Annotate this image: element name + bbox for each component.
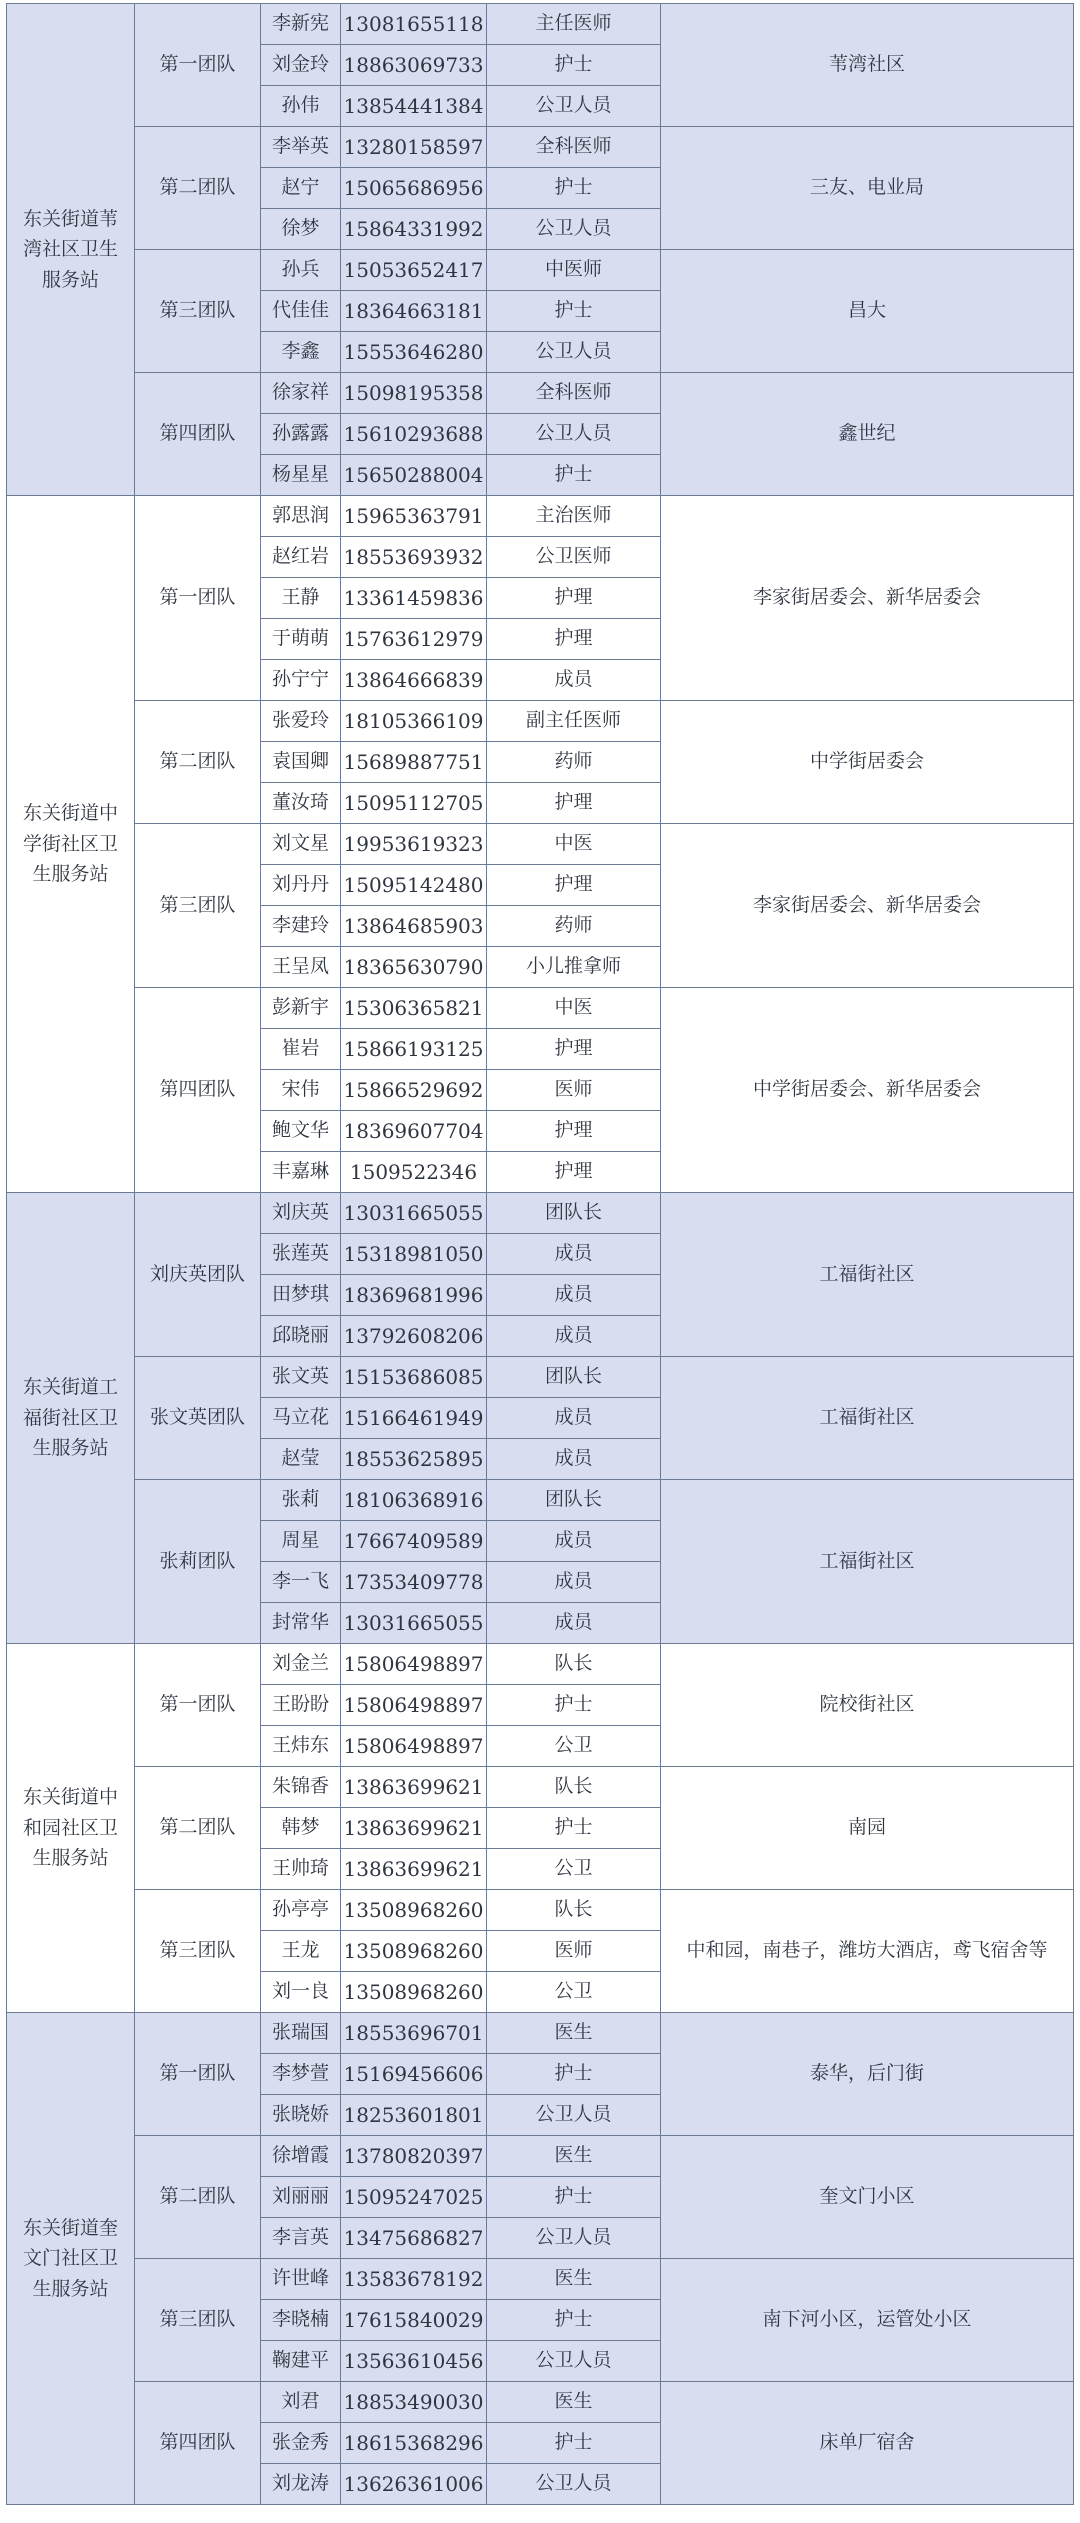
member-phone-cell: 18365630790: [341, 947, 487, 988]
member-role-cell: 成员: [487, 1398, 661, 1439]
service-area-cell: 昌大: [661, 250, 1074, 373]
service-area-cell: 中学街居委会: [661, 701, 1074, 824]
member-role-cell: 成员: [487, 1316, 661, 1357]
member-phone-cell: 18364663181: [341, 291, 487, 332]
member-phone-cell: 18106368916: [341, 1480, 487, 1521]
member-name-cell: 鞠建平: [261, 2341, 341, 2382]
member-role-cell: 护士: [487, 2300, 661, 2341]
member-name-cell: 鲍文华: [261, 1111, 341, 1152]
team-name-cell: 第二团队: [135, 2136, 261, 2259]
member-role-cell: 成员: [487, 1439, 661, 1480]
member-role-cell: 药师: [487, 742, 661, 783]
member-phone-cell: 18863069733: [341, 45, 487, 86]
member-phone-cell: 18253601801: [341, 2095, 487, 2136]
member-name-cell: 刘金兰: [261, 1644, 341, 1685]
member-phone-cell: 18615368296: [341, 2423, 487, 2464]
member-name-cell: 赵宁: [261, 168, 341, 209]
member-role-cell: 护士: [487, 2054, 661, 2095]
member-role-cell: 副主任医师: [487, 701, 661, 742]
member-role-cell: 队长: [487, 1890, 661, 1931]
member-phone-cell: 13031665055: [341, 1603, 487, 1644]
member-phone-cell: 15806498897: [341, 1726, 487, 1767]
service-area-cell: 院校街社区: [661, 1644, 1074, 1767]
station-name-cell: 东关街道工福街社区卫生服务站: [7, 1193, 135, 1644]
member-phone-cell: 18369607704: [341, 1111, 487, 1152]
member-phone-cell: 13508968260: [341, 1890, 487, 1931]
member-name-cell: 刘龙涛: [261, 2464, 341, 2505]
member-name-cell: 李新宪: [261, 4, 341, 45]
member-role-cell: 成员: [487, 1603, 661, 1644]
member-phone-cell: 15864331992: [341, 209, 487, 250]
member-phone-cell: 13475686827: [341, 2218, 487, 2259]
member-phone-cell: 18105366109: [341, 701, 487, 742]
team-name-cell: 第一团队: [135, 4, 261, 127]
member-phone-cell: 15318981050: [341, 1234, 487, 1275]
member-role-cell: 护士: [487, 291, 661, 332]
member-phone-cell: 15806498897: [341, 1685, 487, 1726]
member-phone-cell: 18853490030: [341, 2382, 487, 2423]
team-name-cell: 张莉团队: [135, 1480, 261, 1644]
member-phone-cell: 17353409778: [341, 1562, 487, 1603]
member-phone-cell: 13863699621: [341, 1808, 487, 1849]
member-name-cell: 王静: [261, 578, 341, 619]
member-phone-cell: 13792608206: [341, 1316, 487, 1357]
member-phone-cell: 13508968260: [341, 1972, 487, 2013]
member-role-cell: 主治医师: [487, 496, 661, 537]
service-area-cell: 三友、电业局: [661, 127, 1074, 250]
member-role-cell: 公卫: [487, 1726, 661, 1767]
member-name-cell: 孙亭亭: [261, 1890, 341, 1931]
member-name-cell: 彭新宇: [261, 988, 341, 1029]
service-area-cell: 泰华，后门街: [661, 2013, 1074, 2136]
team-name-cell: 刘庆英团队: [135, 1193, 261, 1357]
team-name-cell: 第一团队: [135, 496, 261, 701]
member-name-cell: 孙露露: [261, 414, 341, 455]
member-name-cell: 田梦琪: [261, 1275, 341, 1316]
member-phone-cell: 17667409589: [341, 1521, 487, 1562]
member-role-cell: 成员: [487, 1521, 661, 1562]
member-phone-cell: 19953619323: [341, 824, 487, 865]
member-name-cell: 王炜东: [261, 1726, 341, 1767]
member-name-cell: 李鑫: [261, 332, 341, 373]
member-name-cell: 于萌萌: [261, 619, 341, 660]
member-phone-cell: 18553696701: [341, 2013, 487, 2054]
service-area-cell: 奎文门小区: [661, 2136, 1074, 2259]
service-area-cell: 苇湾社区: [661, 4, 1074, 127]
member-role-cell: 护士: [487, 2177, 661, 2218]
member-phone-cell: 15166461949: [341, 1398, 487, 1439]
member-name-cell: 徐增霞: [261, 2136, 341, 2177]
member-role-cell: 护理: [487, 1152, 661, 1193]
member-role-cell: 成员: [487, 1275, 661, 1316]
member-name-cell: 韩梦: [261, 1808, 341, 1849]
member-name-cell: 封常华: [261, 1603, 341, 1644]
member-role-cell: 护士: [487, 455, 661, 496]
member-name-cell: 张晓娇: [261, 2095, 341, 2136]
member-phone-cell: 13854441384: [341, 86, 487, 127]
member-role-cell: 公卫人员: [487, 2464, 661, 2505]
team-name-cell: 第二团队: [135, 127, 261, 250]
member-role-cell: 公卫人员: [487, 86, 661, 127]
member-phone-cell: 15306365821: [341, 988, 487, 1029]
member-phone-cell: 15689887751: [341, 742, 487, 783]
member-role-cell: 医生: [487, 2013, 661, 2054]
member-name-cell: 刘文星: [261, 824, 341, 865]
member-name-cell: 孙宁宁: [261, 660, 341, 701]
member-phone-cell: 18553693932: [341, 537, 487, 578]
member-phone-cell: 15065686956: [341, 168, 487, 209]
team-name-cell: 第二团队: [135, 1767, 261, 1890]
member-name-cell: 赵莹: [261, 1439, 341, 1480]
member-name-cell: 刘丽丽: [261, 2177, 341, 2218]
member-phone-cell: 15169456606: [341, 2054, 487, 2095]
member-name-cell: 刘一良: [261, 1972, 341, 2013]
member-phone-cell: 13583678192: [341, 2259, 487, 2300]
member-role-cell: 护士: [487, 2423, 661, 2464]
member-role-cell: 护理: [487, 1111, 661, 1152]
member-name-cell: 孙兵: [261, 250, 341, 291]
member-name-cell: 代佳佳: [261, 291, 341, 332]
member-role-cell: 公卫医师: [487, 537, 661, 578]
member-phone-cell: 17615840029: [341, 2300, 487, 2341]
member-role-cell: 护理: [487, 783, 661, 824]
member-phone-cell: 13031665055: [341, 1193, 487, 1234]
member-name-cell: 杨星星: [261, 455, 341, 496]
member-role-cell: 公卫人员: [487, 2095, 661, 2136]
member-phone-cell: 15053652417: [341, 250, 487, 291]
member-role-cell: 护士: [487, 45, 661, 86]
member-name-cell: 徐梦: [261, 209, 341, 250]
member-phone-cell: 15866193125: [341, 1029, 487, 1070]
member-role-cell: 医师: [487, 1070, 661, 1111]
member-phone-cell: 13864685903: [341, 906, 487, 947]
team-name-cell: 第四团队: [135, 988, 261, 1193]
team-name-cell: 第三团队: [135, 1890, 261, 2013]
member-name-cell: 李一飞: [261, 1562, 341, 1603]
member-role-cell: 团队长: [487, 1357, 661, 1398]
member-name-cell: 张莉: [261, 1480, 341, 1521]
service-area-cell: 床单厂宿舍: [661, 2382, 1074, 2505]
member-phone-cell: 13361459836: [341, 578, 487, 619]
member-role-cell: 小儿推拿师: [487, 947, 661, 988]
member-name-cell: 刘丹丹: [261, 865, 341, 906]
member-name-cell: 袁国卿: [261, 742, 341, 783]
member-name-cell: 邱晓丽: [261, 1316, 341, 1357]
member-phone-cell: 15610293688: [341, 414, 487, 455]
member-role-cell: 护士: [487, 1808, 661, 1849]
member-name-cell: 马立花: [261, 1398, 341, 1439]
member-phone-cell: 13508968260: [341, 1931, 487, 1972]
member-role-cell: 成员: [487, 660, 661, 701]
service-team-table: [6, 3, 1074, 2505]
member-phone-cell: 13863699621: [341, 1767, 487, 1808]
station-name-cell: 东关街道奎文门社区卫生服务站: [7, 2013, 135, 2505]
member-role-cell: 队长: [487, 1767, 661, 1808]
service-area-cell: 南下河小区，运管处小区: [661, 2259, 1074, 2382]
member-role-cell: 公卫人员: [487, 209, 661, 250]
member-role-cell: 护理: [487, 865, 661, 906]
member-role-cell: 全科医师: [487, 373, 661, 414]
member-phone-cell: 15965363791: [341, 496, 487, 537]
member-name-cell: 王龙: [261, 1931, 341, 1972]
member-name-cell: 李晓楠: [261, 2300, 341, 2341]
member-phone-cell: 13780820397: [341, 2136, 487, 2177]
member-name-cell: 丰嘉琳: [261, 1152, 341, 1193]
member-role-cell: 公卫人员: [487, 2341, 661, 2382]
member-role-cell: 成员: [487, 1562, 661, 1603]
member-role-cell: 公卫人员: [487, 332, 661, 373]
member-name-cell: 张瑞国: [261, 2013, 341, 2054]
member-phone-cell: 13280158597: [341, 127, 487, 168]
member-name-cell: 李言英: [261, 2218, 341, 2259]
team-name-cell: 第三团队: [135, 2259, 261, 2382]
service-area-cell: 李家街居委会、新华居委会: [661, 824, 1074, 988]
member-role-cell: 团队长: [487, 1480, 661, 1521]
team-name-cell: 第四团队: [135, 2382, 261, 2505]
member-role-cell: 护理: [487, 619, 661, 660]
member-name-cell: 王盼盼: [261, 1685, 341, 1726]
member-role-cell: 中医: [487, 824, 661, 865]
member-name-cell: 李建玲: [261, 906, 341, 947]
member-phone-cell: 15153686085: [341, 1357, 487, 1398]
member-name-cell: 王呈凤: [261, 947, 341, 988]
member-name-cell: 许世峰: [261, 2259, 341, 2300]
member-phone-cell: 15763612979: [341, 619, 487, 660]
member-name-cell: 李梦萱: [261, 2054, 341, 2095]
member-phone-cell: 13081655118: [341, 4, 487, 45]
member-name-cell: 刘君: [261, 2382, 341, 2423]
member-role-cell: 公卫: [487, 1849, 661, 1890]
member-phone-cell: 15553646280: [341, 332, 487, 373]
member-name-cell: 王帅琦: [261, 1849, 341, 1890]
member-name-cell: 朱锦香: [261, 1767, 341, 1808]
member-role-cell: 主任医师: [487, 4, 661, 45]
member-phone-cell: 15650288004: [341, 455, 487, 496]
team-name-cell: 第四团队: [135, 373, 261, 496]
member-role-cell: 成员: [487, 1234, 661, 1275]
member-phone-cell: 1509522346: [341, 1152, 487, 1193]
member-role-cell: 全科医师: [487, 127, 661, 168]
member-role-cell: 公卫人员: [487, 2218, 661, 2259]
member-role-cell: 护理: [487, 1029, 661, 1070]
member-role-cell: 公卫: [487, 1972, 661, 2013]
team-name-cell: 第一团队: [135, 1644, 261, 1767]
member-name-cell: 张爱玲: [261, 701, 341, 742]
member-role-cell: 队长: [487, 1644, 661, 1685]
member-phone-cell: 18369681996: [341, 1275, 487, 1316]
member-role-cell: 医生: [487, 2259, 661, 2300]
service-area-cell: 鑫世纪: [661, 373, 1074, 496]
service-area-cell: 工福街社区: [661, 1357, 1074, 1480]
member-phone-cell: 13563610456: [341, 2341, 487, 2382]
station-name-cell: 东关街道中学街社区卫生服务站: [7, 496, 135, 1193]
service-area-cell: 中学街居委会、新华居委会: [661, 988, 1074, 1193]
team-name-cell: 第三团队: [135, 250, 261, 373]
member-role-cell: 团队长: [487, 1193, 661, 1234]
member-phone-cell: 15098195358: [341, 373, 487, 414]
member-role-cell: 中医: [487, 988, 661, 1029]
member-phone-cell: 15806498897: [341, 1644, 487, 1685]
member-name-cell: 赵红岩: [261, 537, 341, 578]
member-phone-cell: 13864666839: [341, 660, 487, 701]
member-name-cell: 刘庆英: [261, 1193, 341, 1234]
service-area-cell: 李家街居委会、新华居委会: [661, 496, 1074, 701]
member-phone-cell: 15095247025: [341, 2177, 487, 2218]
station-name-cell: 东关街道中和园社区卫生服务站: [7, 1644, 135, 2013]
member-phone-cell: 15095112705: [341, 783, 487, 824]
member-role-cell: 公卫人员: [487, 414, 661, 455]
member-role-cell: 护士: [487, 168, 661, 209]
team-name-cell: 第二团队: [135, 701, 261, 824]
member-name-cell: 宋伟: [261, 1070, 341, 1111]
service-area-cell: 工福街社区: [661, 1480, 1074, 1644]
member-name-cell: 董汝琦: [261, 783, 341, 824]
member-role-cell: 护士: [487, 1685, 661, 1726]
station-name-cell: 东关街道苇湾社区卫生服务站: [7, 4, 135, 496]
member-name-cell: 张金秀: [261, 2423, 341, 2464]
member-phone-cell: 18553625895: [341, 1439, 487, 1480]
member-name-cell: 孙伟: [261, 86, 341, 127]
member-name-cell: 徐家祥: [261, 373, 341, 414]
member-name-cell: 郭思润: [261, 496, 341, 537]
service-area-cell: 工福街社区: [661, 1193, 1074, 1357]
member-name-cell: 张文英: [261, 1357, 341, 1398]
member-role-cell: 中医师: [487, 250, 661, 291]
member-name-cell: 张莲英: [261, 1234, 341, 1275]
service-area-cell: 南园: [661, 1767, 1074, 1890]
team-name-cell: 第一团队: [135, 2013, 261, 2136]
member-phone-cell: 15095142480: [341, 865, 487, 906]
member-name-cell: 李举英: [261, 127, 341, 168]
member-name-cell: 崔岩: [261, 1029, 341, 1070]
member-phone-cell: 13863699621: [341, 1849, 487, 1890]
member-phone-cell: 13626361006: [341, 2464, 487, 2505]
member-role-cell: 药师: [487, 906, 661, 947]
team-name-cell: 张文英团队: [135, 1357, 261, 1480]
member-role-cell: 护理: [487, 578, 661, 619]
member-role-cell: 医生: [487, 2136, 661, 2177]
member-phone-cell: 15866529692: [341, 1070, 487, 1111]
service-area-cell: 中和园，南巷子，潍坊大酒店，鸢飞宿舍等: [661, 1890, 1074, 2013]
member-role-cell: 医生: [487, 2382, 661, 2423]
member-name-cell: 刘金玲: [261, 45, 341, 86]
member-name-cell: 周星: [261, 1521, 341, 1562]
team-name-cell: 第三团队: [135, 824, 261, 988]
member-role-cell: 医师: [487, 1931, 661, 1972]
